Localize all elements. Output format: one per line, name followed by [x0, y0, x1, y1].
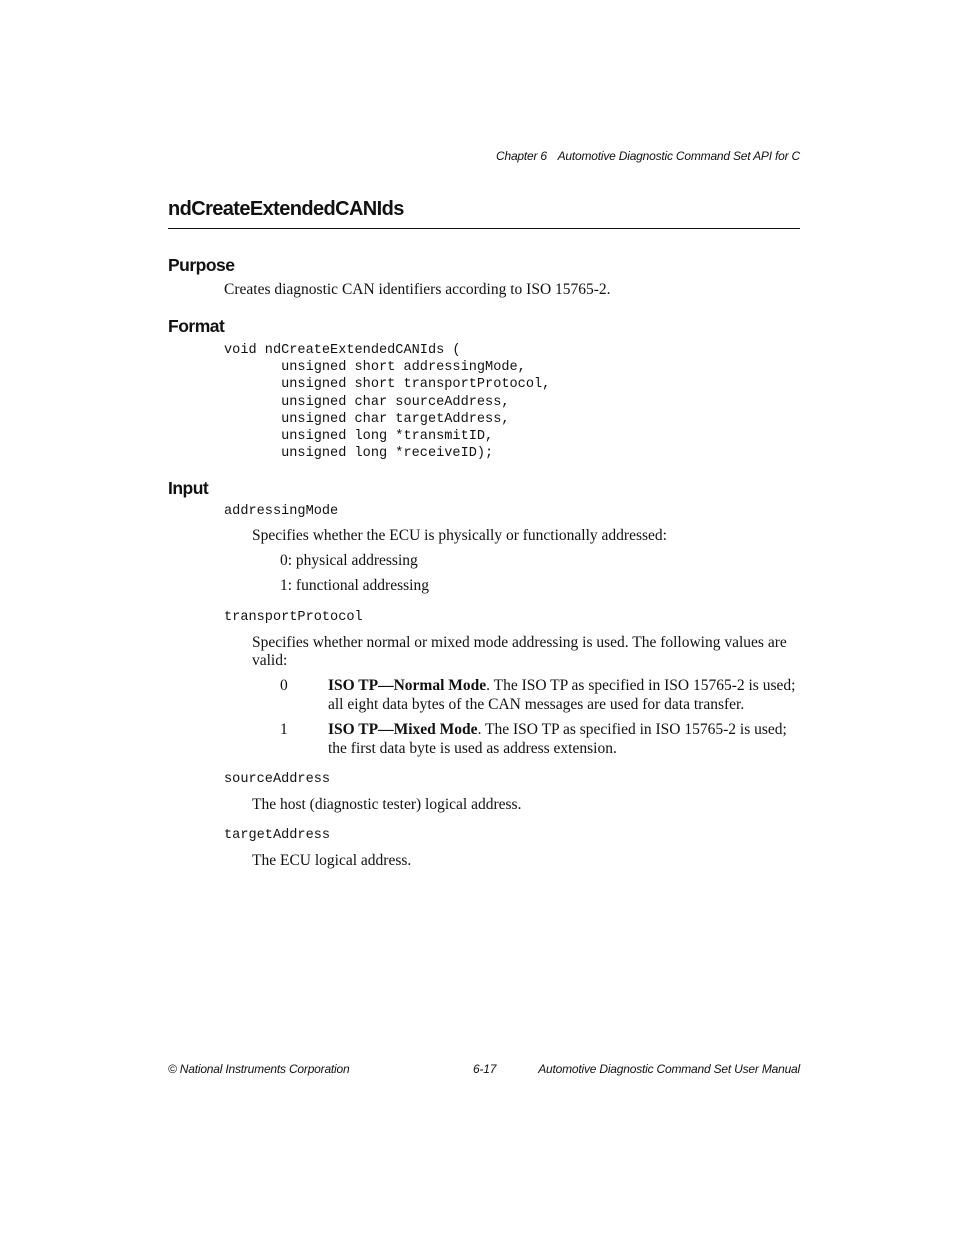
footer-copyright: © National Instruments Corporation	[168, 1062, 350, 1076]
code-line: unsigned short transportProtocol,	[224, 377, 551, 393]
param-name: transportProtocol	[224, 610, 363, 625]
value-text: . The ISO TP as specified in ISO 15765-2 is used;	[486, 677, 796, 694]
value-number: 0	[280, 677, 288, 694]
param-name: addressingMode	[224, 504, 339, 519]
input-heading: Input	[168, 478, 209, 498]
code-line: unsigned char targetAddress,	[224, 411, 510, 427]
header-chapter: Chapter 6	[496, 149, 547, 163]
code-line: unsigned long *transmitID,	[224, 429, 494, 445]
function-title: ndCreateExtendedCANIds	[168, 198, 404, 220]
value-text: the first data byte is used as address extension.	[328, 740, 617, 757]
value-text: all eight data bytes of the CAN messages are used for data transfer.	[328, 696, 745, 713]
value-description	[328, 676, 800, 714]
footer-manual-title: Automotive Diagnostic Command Set User Manual	[538, 1062, 800, 1076]
header-title: Automotive Diagnostic Command Set API for C	[557, 149, 800, 163]
param-description: The host (diagnostic tester) logical address.	[252, 796, 522, 813]
footer-page-number: 6-17	[473, 1062, 497, 1076]
value-number: 1	[280, 721, 288, 738]
value-text: . The ISO TP as specified in ISO 15765-2 is used;	[477, 721, 787, 738]
param-name: targetAddress	[224, 828, 331, 843]
code-line: unsigned short addressingMode,	[224, 360, 526, 376]
param-name: sourceAddress	[224, 772, 331, 787]
param-description: Specifies whether the ECU is physically or functionally addressed:	[252, 527, 667, 544]
format-code-block	[224, 342, 550, 462]
purpose-heading: Purpose	[168, 255, 235, 275]
title-rule	[168, 228, 800, 229]
code-line: unsigned long *receiveID);	[224, 446, 494, 462]
param-description: valid:	[252, 652, 288, 669]
value-label: ISO TP—Normal Mode	[328, 677, 487, 694]
value-label: ISO TP—Mixed Mode	[328, 721, 478, 738]
param-option: 0: physical addressing	[280, 552, 418, 569]
param-description: Specifies whether normal or mixed mode addressing is used. The following values are	[252, 634, 787, 651]
value-description	[328, 720, 800, 758]
param-option: 1: functional addressing	[280, 577, 429, 594]
code-line: unsigned char sourceAddress,	[224, 394, 510, 410]
format-heading: Format	[168, 316, 225, 336]
param-description: The ECU logical address.	[252, 852, 412, 869]
purpose-text: Creates diagnostic CAN identifiers according to ISO 15765-2.	[224, 281, 611, 298]
code-line: void ndCreateExtendedCANIds (	[224, 343, 461, 358]
